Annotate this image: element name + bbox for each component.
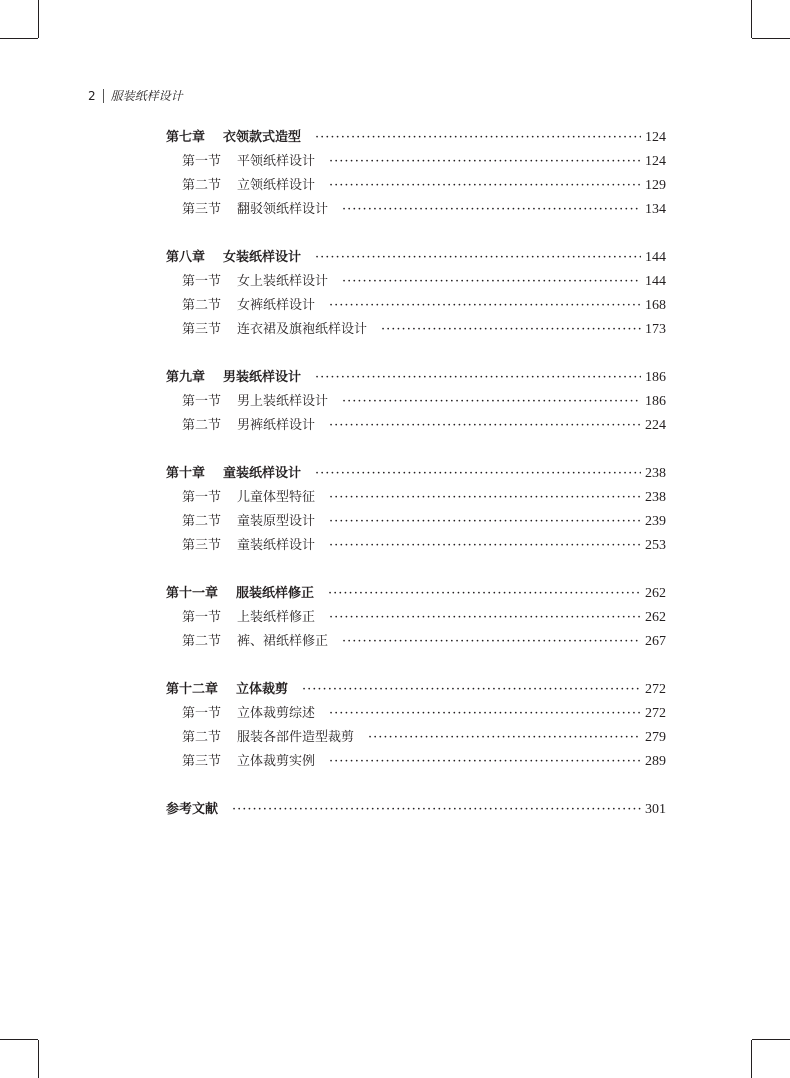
- chapter-number: 第七章: [166, 130, 206, 145]
- dot-leader: [381, 322, 641, 337]
- page-ref: 173: [645, 322, 666, 337]
- page-ref: 144: [645, 274, 666, 289]
- dot-leader: [329, 538, 641, 553]
- section-number: 第二节: [182, 634, 222, 649]
- section-title: 立体裁剪综述: [237, 706, 316, 721]
- section-number: 第二节: [182, 298, 222, 313]
- page-ref: 262: [645, 586, 666, 601]
- toc-section-row[interactable]: [166, 486, 666, 510]
- page-ref: 238: [645, 466, 666, 481]
- dot-leader: [329, 154, 641, 169]
- page-ref: 168: [645, 298, 666, 313]
- page-ref: 301: [645, 802, 666, 817]
- chapter-number: 第八章: [166, 250, 206, 265]
- toc-section-row[interactable]: [166, 414, 666, 438]
- section-number: 第一节: [182, 154, 222, 169]
- page-ref: 272: [645, 682, 666, 697]
- page-ref: 253: [645, 538, 666, 553]
- toc-chapter-row[interactable]: [166, 462, 666, 486]
- crop-mark-top-left-h: [0, 38, 38, 39]
- page-ref: 144: [645, 250, 666, 265]
- book-title: 服装纸样设计: [110, 89, 183, 103]
- page-ref: 134: [645, 202, 666, 217]
- section-number: 第一节: [182, 274, 222, 289]
- toc-section-row[interactable]: [166, 390, 666, 414]
- dot-leader: [329, 610, 641, 625]
- page-ref: 124: [645, 154, 666, 169]
- dot-leader: [329, 706, 641, 721]
- section-number: 第二节: [182, 730, 222, 745]
- section-number: 第三节: [182, 754, 222, 769]
- crop-mark-bottom-left: [38, 1040, 39, 1078]
- toc-section-row[interactable]: [166, 318, 666, 342]
- toc-section-row[interactable]: [166, 606, 666, 630]
- chapter-number: 第十一章: [166, 586, 219, 601]
- section-number: 第一节: [182, 490, 222, 505]
- running-head-divider: [103, 89, 104, 103]
- section-title: 立体裁剪实例: [237, 754, 316, 769]
- dot-leader: [329, 178, 641, 193]
- crop-mark-bottom-right: [751, 1040, 752, 1078]
- dot-leader: [315, 466, 641, 481]
- section-title: 儿童体型特征: [237, 490, 316, 505]
- page-ref: 186: [645, 370, 666, 385]
- section-number: 第一节: [182, 706, 222, 721]
- toc-section-row[interactable]: [166, 534, 666, 558]
- chapter-title: 童装纸样设计: [223, 466, 302, 481]
- section-title: 童装纸样设计: [237, 538, 316, 553]
- section-title: 女上装纸样设计: [237, 274, 329, 289]
- section-number: 第二节: [182, 514, 222, 529]
- group-spacer: [166, 558, 666, 582]
- dot-leader: [368, 730, 641, 745]
- toc-chapter-row[interactable]: [166, 126, 666, 150]
- section-title: 服装各部件造型裁剪: [237, 730, 355, 745]
- section-title: 童装原型设计: [237, 514, 316, 529]
- crop-mark-top-right: [751, 0, 752, 38]
- chapter-number: 第十二章: [166, 682, 219, 697]
- page-number: 2: [88, 88, 96, 103]
- dot-leader: [329, 298, 641, 313]
- dot-leader: [315, 250, 641, 265]
- dot-leader: [329, 754, 641, 769]
- section-number: 第一节: [182, 610, 222, 625]
- group-spacer: [166, 222, 666, 246]
- chapter-title: 立体裁剪: [236, 682, 289, 697]
- dot-leader: [342, 274, 641, 289]
- crop-mark-bottom-left-h: [0, 1039, 38, 1040]
- toc-section-row[interactable]: [166, 702, 666, 726]
- section-title: 连衣裙及旗袍纸样设计: [237, 322, 368, 337]
- toc-section-row[interactable]: [166, 198, 666, 222]
- section-title: 翻驳领纸样设计: [237, 202, 329, 217]
- page-ref: 267: [645, 634, 666, 649]
- section-number: 第三节: [182, 202, 222, 217]
- dot-leader: [329, 418, 641, 433]
- section-number: 第一节: [182, 394, 222, 409]
- group-spacer: [166, 438, 666, 462]
- page-ref: 279: [645, 730, 666, 745]
- chapter-number: 第十章: [166, 466, 206, 481]
- dot-leader: [232, 802, 641, 817]
- page-ref: 289: [645, 754, 666, 769]
- page-ref: 129: [645, 178, 666, 193]
- toc-chapter-row[interactable]: [166, 366, 666, 390]
- group-spacer: [166, 774, 666, 798]
- chapter-title: 参考文献: [166, 802, 219, 817]
- page-ref: 238: [645, 490, 666, 505]
- toc-section-row[interactable]: [166, 726, 666, 750]
- toc-section-row[interactable]: [166, 270, 666, 294]
- dot-leader: [329, 490, 641, 505]
- group-spacer: [166, 342, 666, 366]
- section-title: 女裤纸样设计: [237, 298, 316, 313]
- chapter-title: 衣领款式造型: [223, 130, 302, 145]
- page-ref: 186: [645, 394, 666, 409]
- crop-mark-bottom-right-h: [752, 1039, 790, 1040]
- page-ref: 124: [645, 130, 666, 145]
- dot-leader: [342, 202, 641, 217]
- section-title: 男裤纸样设计: [237, 418, 316, 433]
- running-head: [88, 87, 183, 104]
- chapter-number: 第九章: [166, 370, 206, 385]
- dot-leader: [329, 514, 641, 529]
- toc-chapter-row[interactable]: [166, 582, 666, 606]
- page-ref: 262: [645, 610, 666, 625]
- dot-leader: [315, 370, 641, 385]
- section-title: 上装纸样修正: [237, 610, 316, 625]
- section-title: 裤、裙纸样修正: [237, 634, 329, 649]
- toc-section-row[interactable]: [166, 630, 666, 654]
- chapter-title: 男装纸样设计: [223, 370, 302, 385]
- dot-leader: [302, 682, 641, 697]
- page-ref: 224: [645, 418, 666, 433]
- table-of-contents: [166, 126, 666, 822]
- toc-section-row[interactable]: [166, 294, 666, 318]
- toc-chapter-row[interactable]: [166, 678, 666, 702]
- group-spacer: [166, 654, 666, 678]
- crop-mark-top-right-h: [752, 38, 790, 39]
- dot-leader: [315, 130, 641, 145]
- section-number: 第三节: [182, 538, 222, 553]
- section-number: 第三节: [182, 322, 222, 337]
- page-ref: 272: [645, 706, 666, 721]
- section-number: 第二节: [182, 178, 222, 193]
- toc-section-row[interactable]: [166, 510, 666, 534]
- page-ref: 239: [645, 514, 666, 529]
- toc-chapter-row[interactable]: [166, 246, 666, 270]
- dot-leader: [342, 634, 641, 649]
- toc-section-row[interactable]: [166, 750, 666, 774]
- dot-leader: [342, 394, 641, 409]
- toc-references-row[interactable]: [166, 798, 666, 822]
- section-number: 第二节: [182, 418, 222, 433]
- section-title: 平领纸样设计: [237, 154, 316, 169]
- chapter-title: 女装纸样设计: [223, 250, 302, 265]
- chapter-title: 服装纸样修正: [236, 586, 315, 601]
- crop-mark-top-left: [38, 0, 39, 38]
- section-title: 男上装纸样设计: [237, 394, 329, 409]
- dot-leader: [328, 586, 641, 601]
- toc-section-row[interactable]: [166, 150, 666, 174]
- section-title: 立领纸样设计: [237, 178, 316, 193]
- toc-section-row[interactable]: [166, 174, 666, 198]
